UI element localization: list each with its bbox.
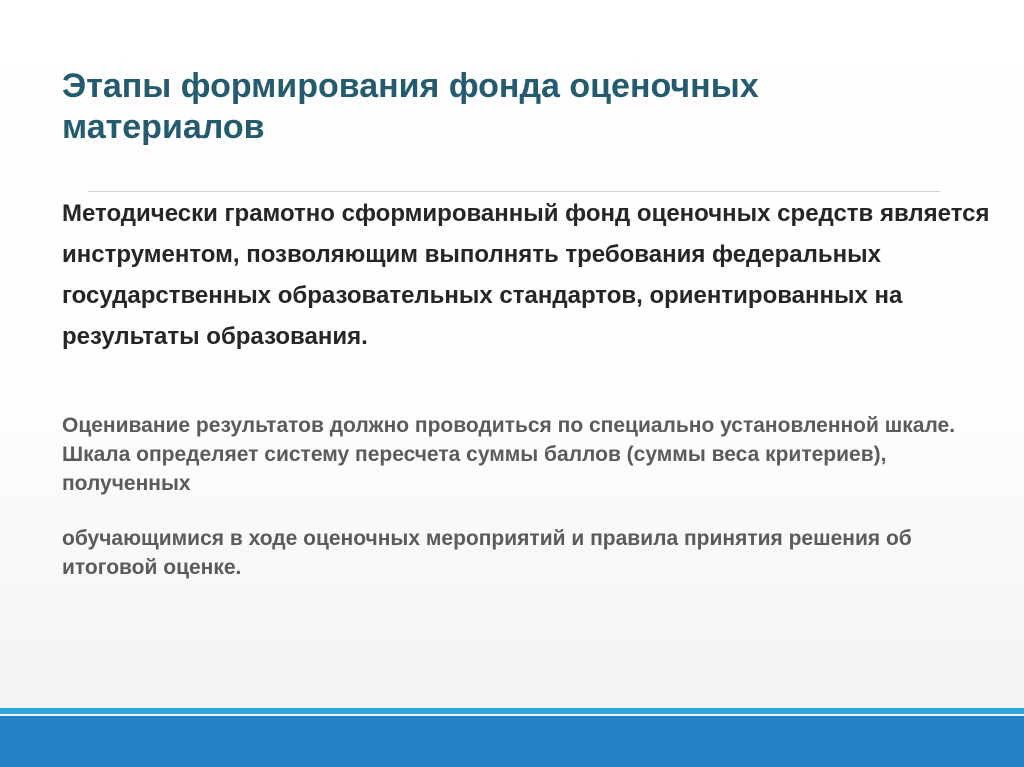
body-paragraph-1: Оценивание результатов должно проводиться по специально установленной шкале. Шкала определяет систему пересчета суммы баллов (суммы веса критериев), полученных (62, 414, 956, 495)
footer-bar (0, 716, 1024, 767)
body-paragraph-2: обучающимися в ходе оценочных мероприятий и правила принятия решения об итоговой оценке. (62, 527, 912, 579)
slide-title: Этапы формирования фонда оценочных материалов (62, 67, 759, 146)
lead-paragraph: Методически грамотно сформированный фонд оценочных средств является инструментом, позволяющим выполнять требования федеральных государственных образовательных стандартов, ориентированных на результаты образования. (62, 200, 990, 350)
title-divider (88, 191, 940, 192)
footer-accent-stripe (0, 708, 1024, 714)
